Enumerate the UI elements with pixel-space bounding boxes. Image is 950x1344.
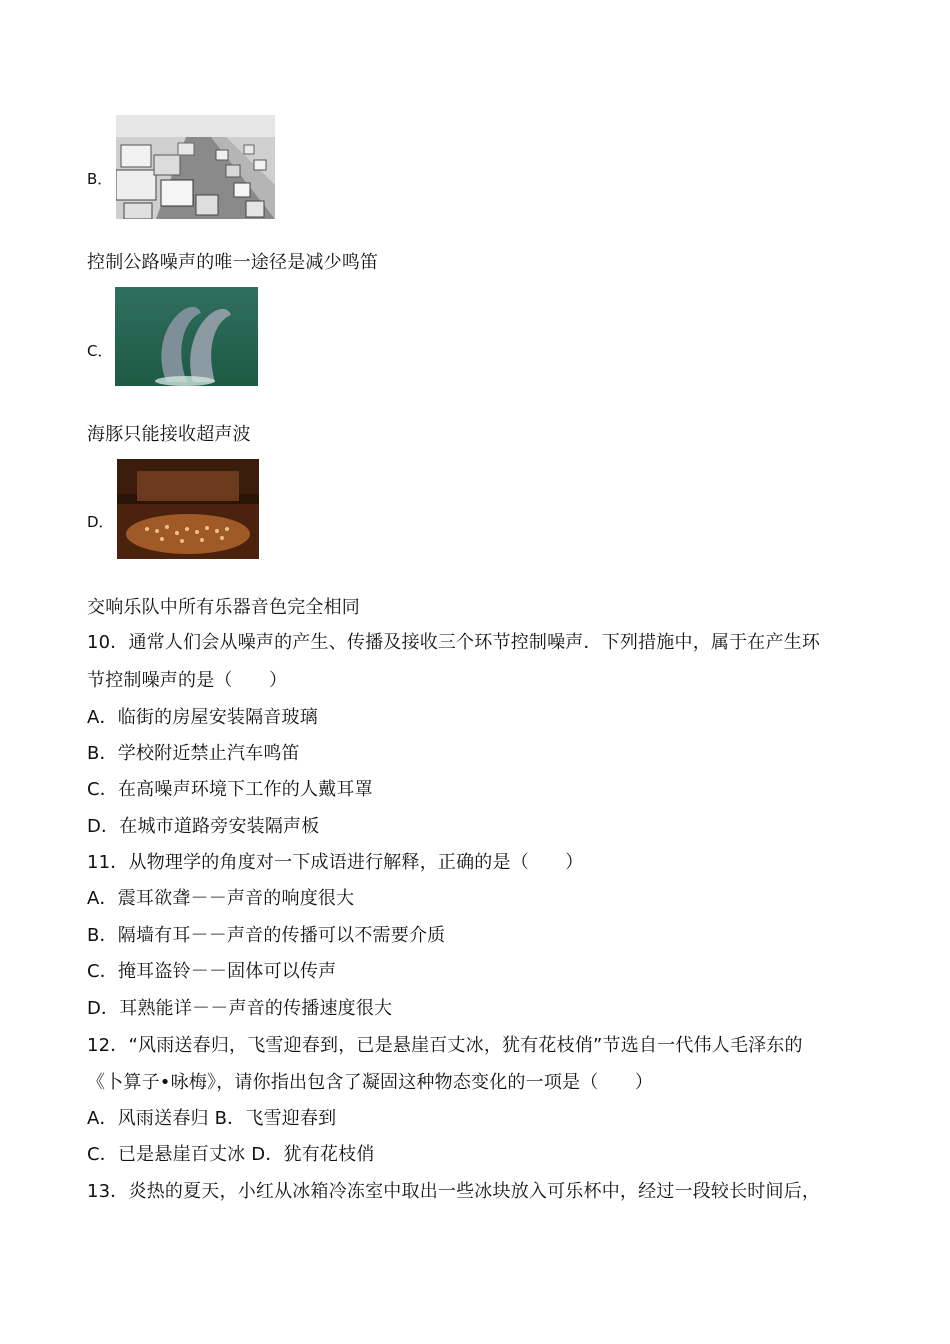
q10-option-b: B．学校附近禁止汽车鸣笛 <box>87 743 300 764</box>
dolphins-photo <box>115 287 258 386</box>
q11-option-d: D．耳熟能详－－声音的传播速度很大 <box>87 998 393 1019</box>
q13-stem-line1: 13．炎热的夏天，小红从冰箱冷冻室中取出一些冰块放入可乐杯中，经过一段较长时间后， <box>87 1181 821 1202</box>
option-b-label: B． <box>87 170 113 188</box>
q10-stem-line1: 10．通常人们会从噪声的产生、传播及接收三个环节控制噪声．下列措施中，属于在产生环 <box>87 632 821 653</box>
q12-options-line1: A．风雨送春归 B．飞雪迎春到 <box>87 1108 337 1129</box>
q10-option-d: D．在城市道路旁安装隔声板 <box>87 816 320 837</box>
option-c-text: 海豚只能接收超声波 <box>87 424 251 445</box>
q10-option-c: C．在高噪声环境下工作的人戴耳罩 <box>87 779 373 800</box>
q10-option-a: A．临街的房屋安装隔音玻璃 <box>87 707 318 728</box>
orchestra-hall-photo <box>117 459 259 559</box>
q12-options-line2: C．已是悬崖百丈冰 D．犹有花枝俏 <box>87 1144 375 1165</box>
option-d-text: 交响乐队中所有乐器音色完全相同 <box>87 597 360 618</box>
traffic-jam-photo <box>116 115 275 219</box>
option-d-label: D． <box>87 513 114 531</box>
q11-option-a: A．震耳欲聋－－声音的响度很大 <box>87 888 355 909</box>
option-b-text: 控制公路噪声的唯一途径是减少鸣笛 <box>87 252 379 273</box>
q12-stem-line1: 12．“风雨送春归，飞雪迎春到，已是悬崖百丈冰，犹有花枝俏”节选自一代伟人毛泽东的 <box>87 1035 803 1056</box>
q11-stem: 11．从物理学的角度对一下成语进行解释，正确的是（ ） <box>87 852 584 873</box>
q12-stem-line2: 《卜算子•咏梅》，请你指出包含了凝固这种物态变化的一项是（ ） <box>87 1072 654 1093</box>
option-c-label: C． <box>87 342 113 360</box>
q10-stem-line2: 节控制噪声的是（ ） <box>87 670 288 691</box>
q11-option-c: C．掩耳盗铃－－固体可以传声 <box>87 961 337 982</box>
q11-option-b: B．隔墙有耳－－声音的传播可以不需要介质 <box>87 925 446 946</box>
